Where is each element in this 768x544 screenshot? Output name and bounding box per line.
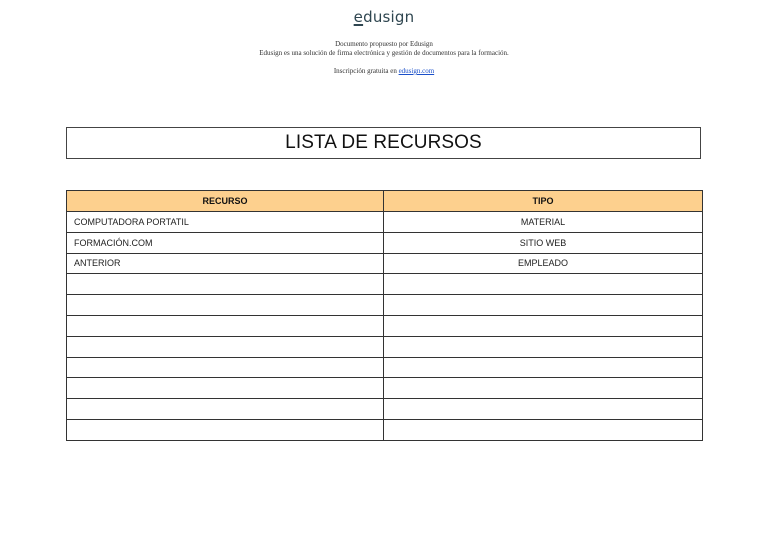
edusign-logo <box>0 8 768 26</box>
cell-tipo[interactable]: MATERIAL <box>384 212 703 233</box>
table-row <box>67 253 703 274</box>
cell-recurso[interactable] <box>67 336 384 357</box>
table-row <box>67 357 703 378</box>
document-title-box <box>66 127 701 159</box>
intro-text <box>0 40 768 76</box>
table-row <box>67 295 703 316</box>
cell-tipo[interactable] <box>384 399 703 420</box>
cell-recurso[interactable]: ANTERIOR <box>67 253 384 274</box>
cell-recurso[interactable] <box>67 357 384 378</box>
column-header-recurso: RECURSO <box>67 191 384 212</box>
table-row <box>67 399 703 420</box>
edusign-link[interactable]: edusign.com <box>398 67 435 75</box>
table-row <box>67 419 703 440</box>
document-title: LISTA DE RECURSOS <box>285 132 482 153</box>
logo-rest: dusign <box>363 8 415 26</box>
proposed-by-line: Documento propuesto por Edusign <box>335 40 433 48</box>
description-line: Edusign es una solución de firma electrónica y gestión de documentos para la formación. <box>259 49 509 57</box>
cell-tipo[interactable] <box>384 336 703 357</box>
table-row <box>67 212 703 233</box>
cell-recurso[interactable]: COMPUTADORA PORTATIL <box>67 212 384 233</box>
resources-table <box>66 190 703 441</box>
cell-tipo[interactable] <box>384 419 703 440</box>
table-header-row <box>67 191 703 212</box>
table-row <box>67 232 703 253</box>
cell-recurso[interactable] <box>67 378 384 399</box>
cell-recurso[interactable] <box>67 315 384 336</box>
cell-tipo[interactable] <box>384 357 703 378</box>
signup-line <box>0 67 768 76</box>
table-row <box>67 336 703 357</box>
signup-text: Inscripción gratuita en <box>333 67 399 75</box>
cell-tipo[interactable]: EMPLEADO <box>384 253 703 274</box>
table-row <box>67 274 703 295</box>
cell-recurso[interactable] <box>67 274 384 295</box>
cell-tipo[interactable] <box>384 295 703 316</box>
table-row <box>67 315 703 336</box>
cell-recurso[interactable]: FORMACIÓN.COM <box>67 232 384 253</box>
cell-tipo[interactable] <box>384 315 703 336</box>
table-row <box>67 378 703 399</box>
cell-tipo[interactable]: SITIO WEB <box>384 232 703 253</box>
cell-tipo[interactable] <box>384 274 703 295</box>
cell-recurso[interactable] <box>67 399 384 420</box>
cell-recurso[interactable] <box>67 295 384 316</box>
cell-recurso[interactable] <box>67 419 384 440</box>
column-header-tipo: TIPO <box>384 191 703 212</box>
logo-first-letter: e <box>353 8 364 26</box>
cell-tipo[interactable] <box>384 378 703 399</box>
